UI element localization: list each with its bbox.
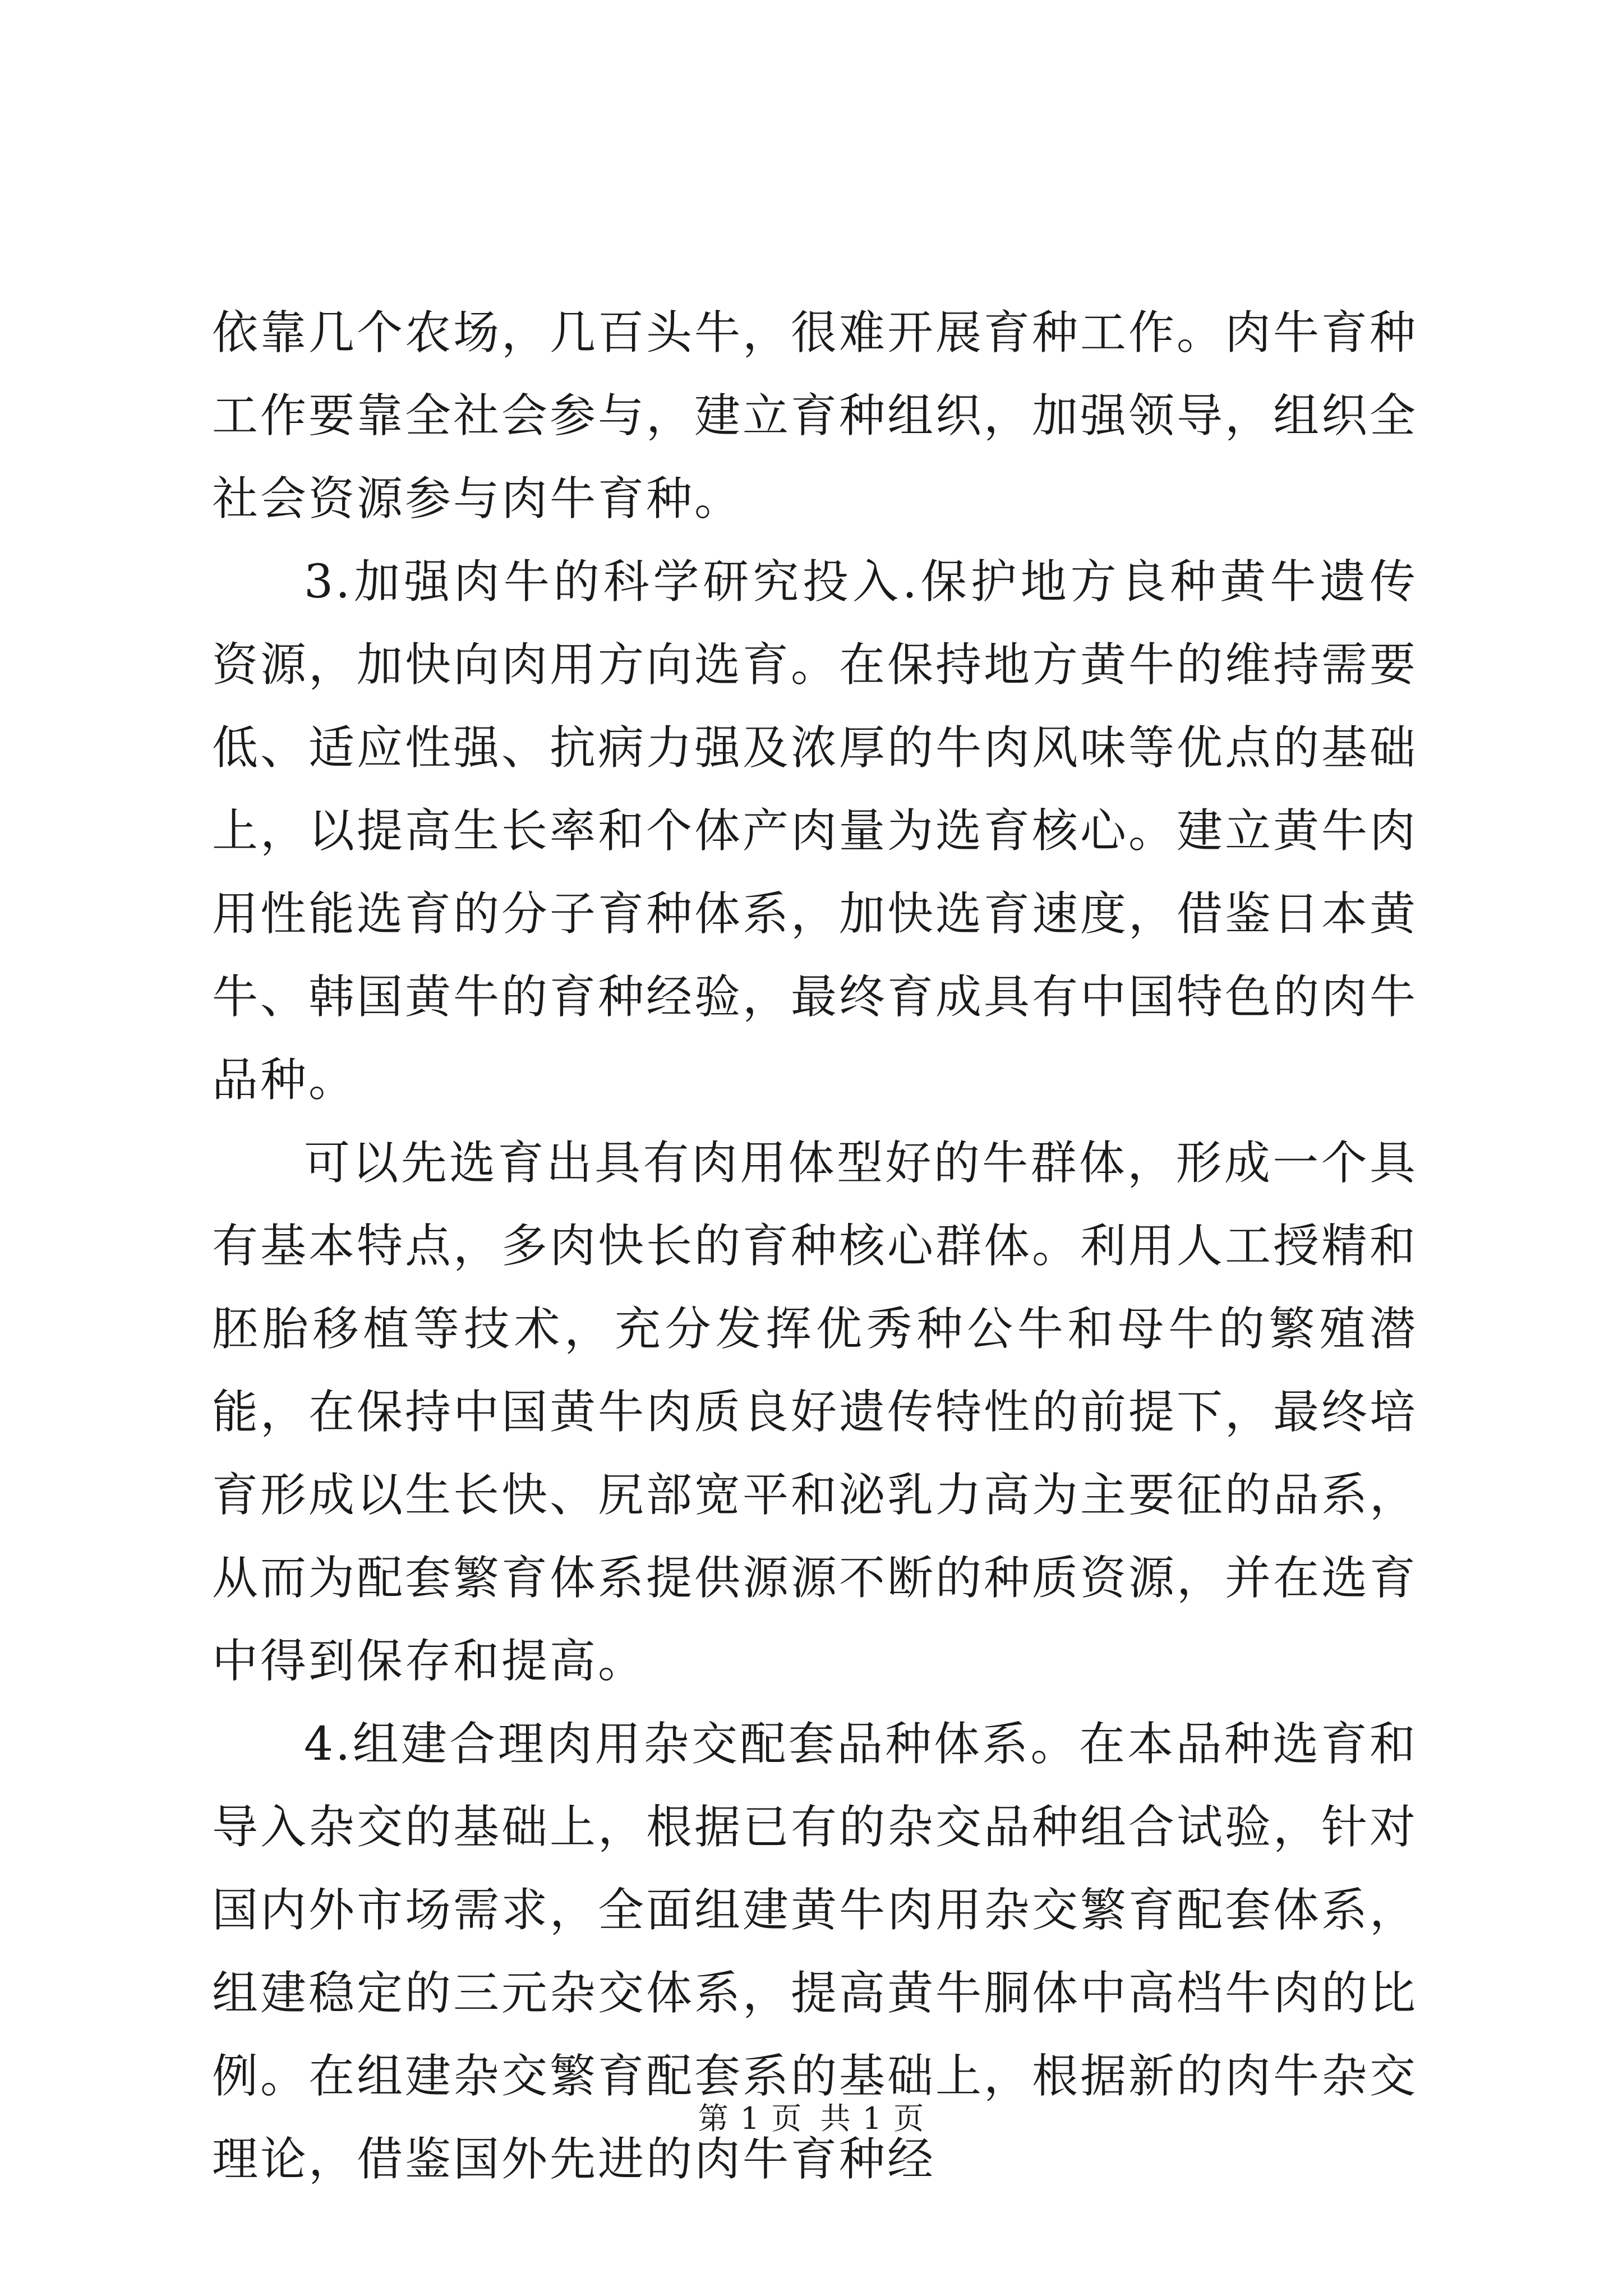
paragraph-1: 依靠几个农场，几百头牛，很难开展育种工作。肉牛育种工作要靠全社会参与，建立育种组织，加强领导，组织全社会资源参与肉牛育种。 — [212, 306, 1418, 526]
page-footer — [0, 2099, 1623, 2138]
page-total: 共 1 页 — [820, 2101, 925, 2136]
page-number: 第 1 页 — [698, 2101, 803, 2136]
paragraph-2: 3.加强肉牛的科学研究投入.保护地方良种黄牛遗传资源，加快向肉用方向选育。在保持地方黄牛的维持需要低、适应性强、抗病力强及浓厚的牛肉风味等优点的基础上，以提高生长率和个体产肉量为选育核心。建立黄牛肉用性能选育的分子育种体系，加快选育速度，借鉴日本黄牛、韩国黄牛的育种经验，最终育成具有中国特色的肉牛品种。 — [212, 555, 1418, 1107]
paragraph-4: 4.组建合理肉用杂交配套品种体系。在本品种选育和导入杂交的基础上，根据已有的杂交品种组合试验，针对国内外市场需求，全面组建黄牛肉用杂交繁育配套体系，组建稳定的三元杂交体系，提高黄牛胴体中高档牛肉的比例。在组建杂交繁育配套系的基础上，根据新的肉牛杂交理论，借鉴国外先进的肉牛育种经 — [212, 1718, 1418, 2186]
paragraph-3: 可以先选育出具有肉用体型好的牛群体，形成一个具有基本特点，多肉快长的育种核心群体。利用人工授精和胚胎移植等技术，充分发挥优秀种公牛和母牛的繁殖潜能，在保持中国黄牛肉质良好遗传特性的前提下，最终培育形成以生长快、尻部宽平和泌乳力高为主要征的品系，从而为配套繁育体系提供源源不断的种质资源，并在选育中得到保存和提高。 — [212, 1137, 1418, 1688]
document-body — [212, 292, 1418, 2201]
